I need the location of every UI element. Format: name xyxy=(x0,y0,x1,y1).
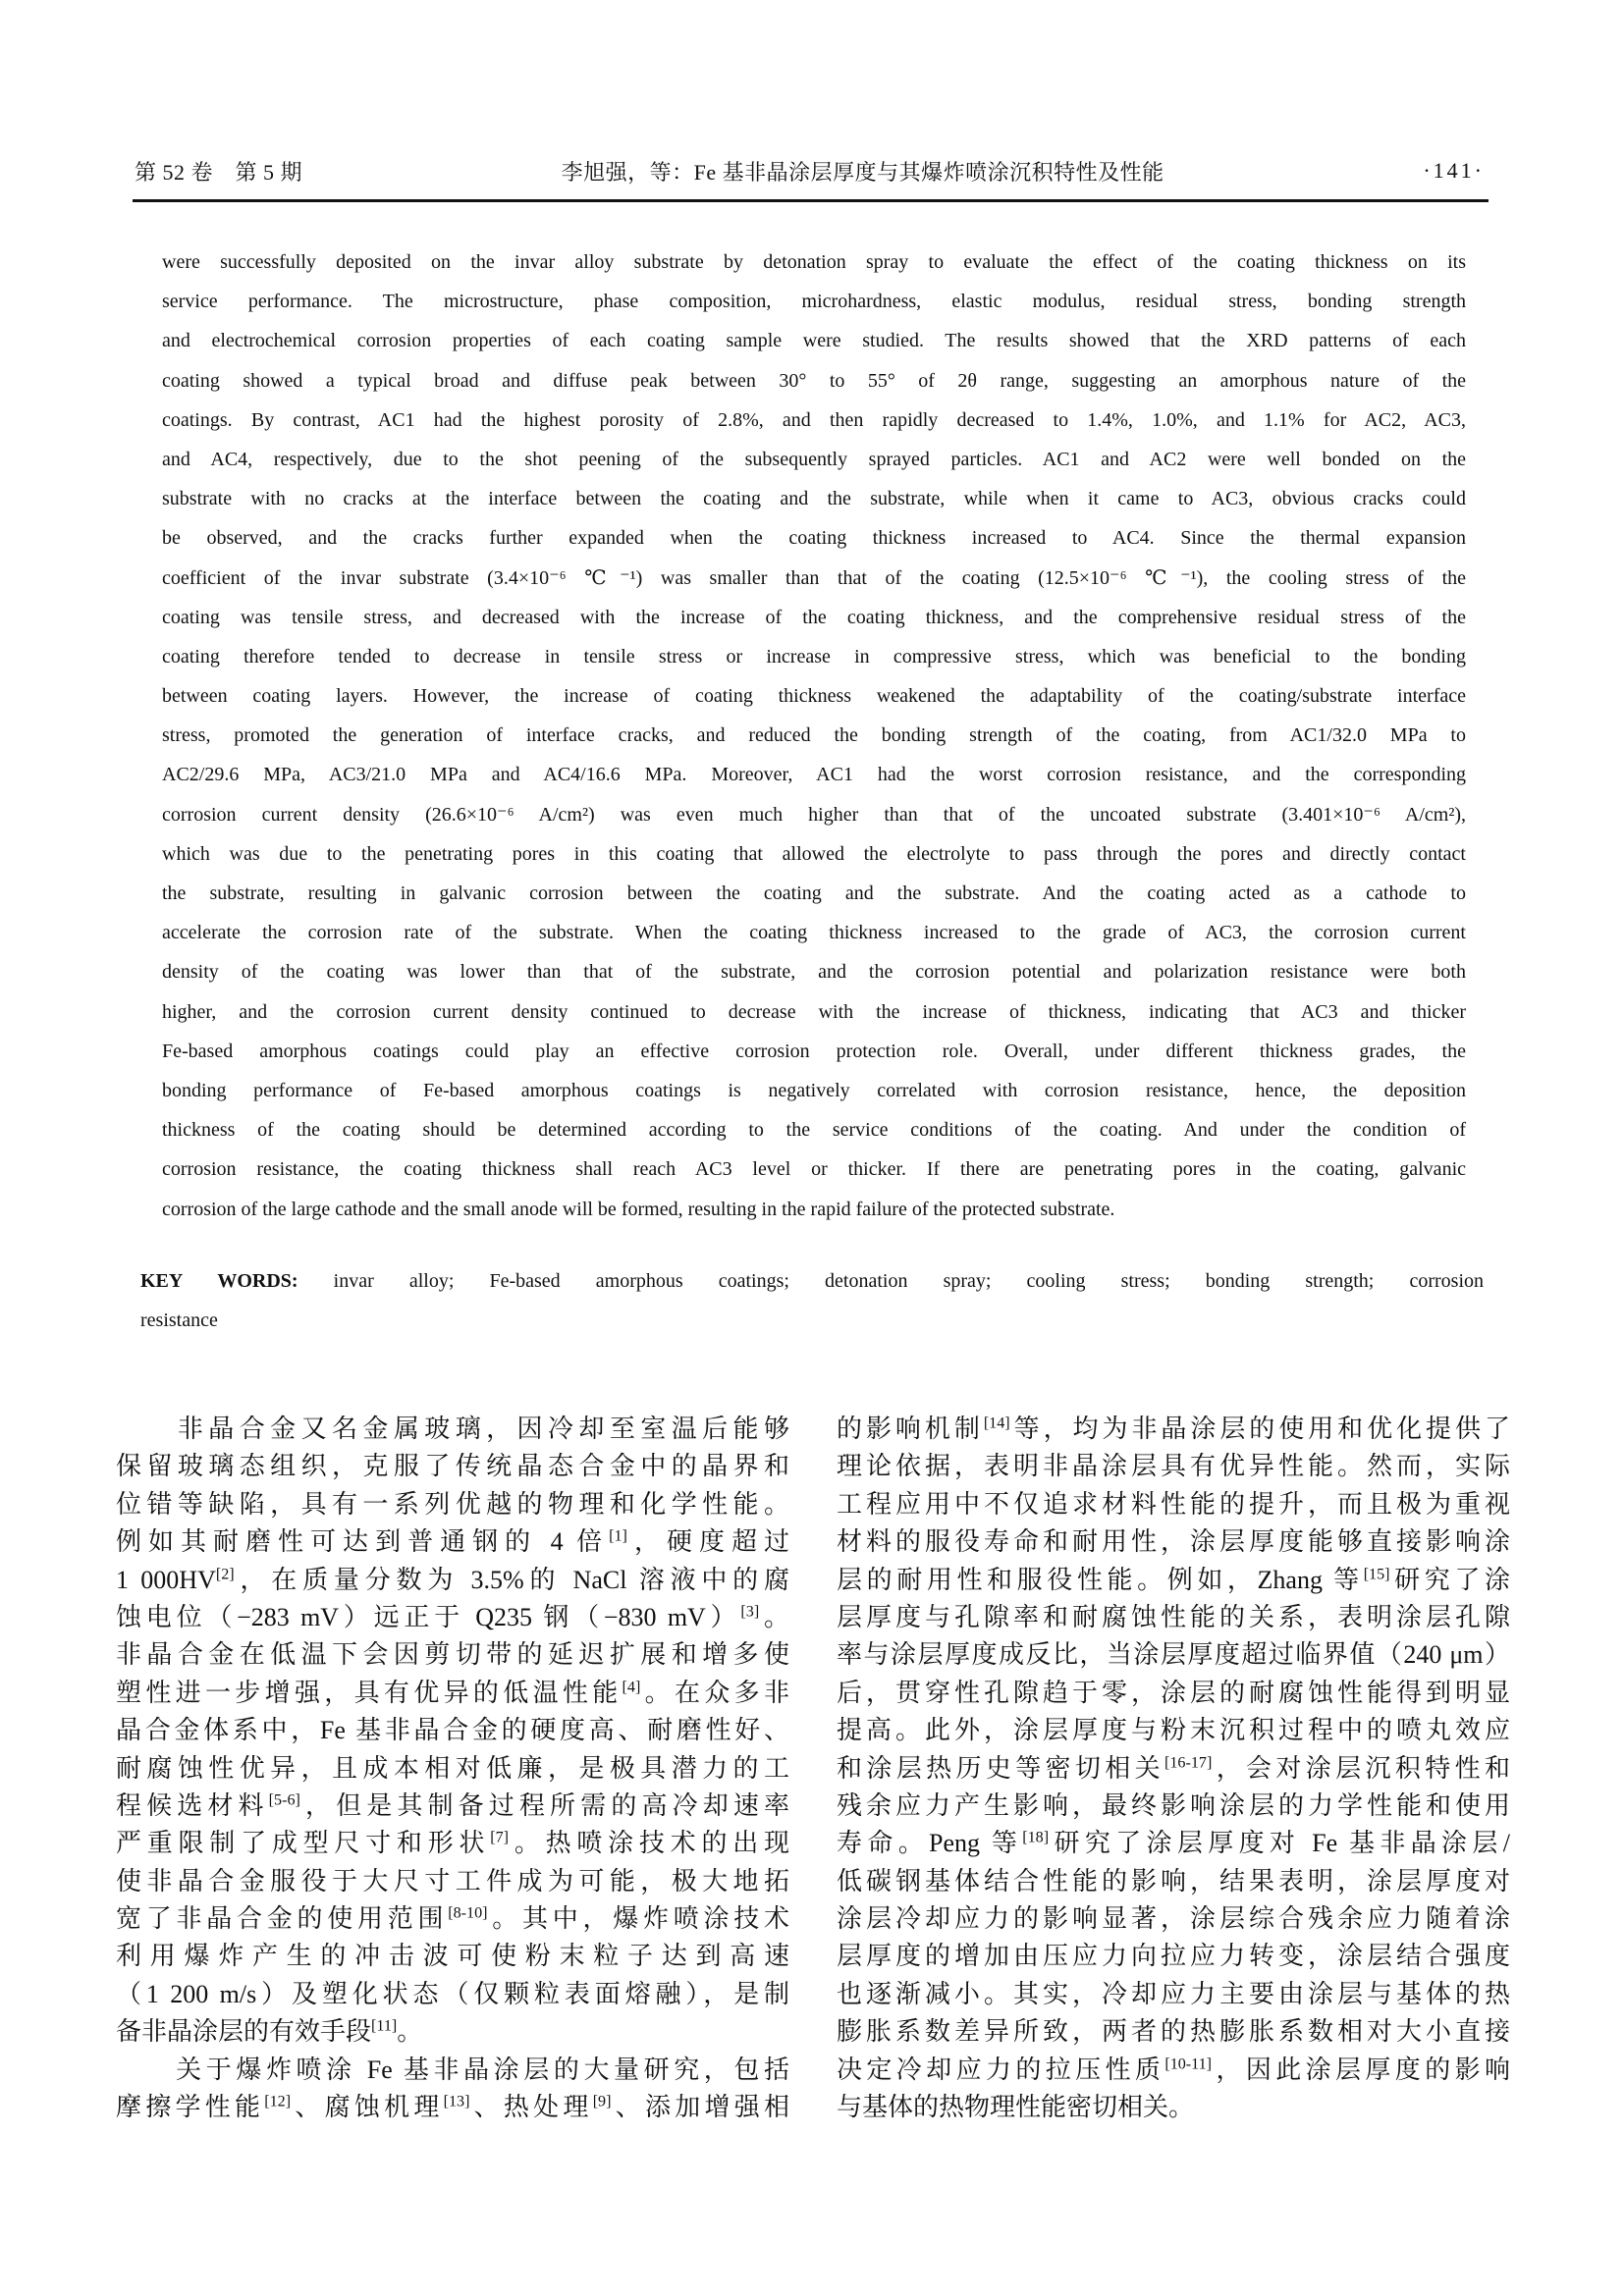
text-line: 位错等缺陷，具有一系列优越的物理和化学性能。 xyxy=(116,1489,789,1519)
text-line: 的影响机制[14]等，均为非晶涂层的使用和优化提供了 xyxy=(837,1415,1510,1443)
text-line: 材料的服役寿命和耐用性，涂层厚度能够直接影响涂 xyxy=(837,1527,1510,1557)
keywords-block xyxy=(140,1261,1484,1340)
text-line: service performance. The microstructure, phase composition, microhardness, elastic modulus, residual stress, bonding strength xyxy=(162,291,1466,313)
text-line: 也逐渐减小。其实，冷却应力主要由涂层与基体的热 xyxy=(837,1979,1510,2008)
header-page-number: ·141· xyxy=(1423,158,1485,183)
text-line: 保留玻璃态组织，克服了传统晶态合金中的晶界和 xyxy=(116,1452,789,1481)
text-line: 后，贯穿性孔隙趋于零，涂层的耐腐蚀性能得到明显 xyxy=(837,1678,1510,1707)
text-line: 提高。此外，涂层厚度与粉末沉积过程中的喷丸效应 xyxy=(837,1716,1510,1745)
text-line: the substrate, resulting in galvanic corrosion between the coating and the substrate. And the coating acted as a cathode to xyxy=(162,882,1466,904)
text-line: and electrochemical corrosion properties of each coating sample were studied. The results showed that the XRD patterns of each xyxy=(162,330,1466,352)
text-line: coating was tensile stress, and decreased with the increase of the coating thickness, and the comprehensive residual stress of the xyxy=(162,606,1466,628)
text-line: 使非晶合金服役于大尺寸工件成为可能，极大地拓 xyxy=(116,1866,789,1896)
text-line: Fe-based amorphous coatings could play an effective corrosion protection role. Overall, under different thickness grades, the xyxy=(162,1040,1466,1062)
text-line: 涂层冷却应力的影响显著，涂层综合残余应力随着涂 xyxy=(837,1904,1510,1934)
text-line: higher, and the corrosion current density continued to decrease with the increase of thickness, indicating that AC3 and thicker xyxy=(162,1000,1466,1023)
abstract-text xyxy=(162,242,1466,1229)
text-line: 耐腐蚀性优异，且成本相对低廉，是极具潜力的工 xyxy=(116,1753,789,1783)
text-line: 利用爆炸产生的冲击波可使粉末粒子达到高速 xyxy=(116,1942,789,1971)
text-line: AC2/29.6 MPa, AC3/21.0 MPa and AC4/16.6 MPa. Moreover, AC1 had the worst corrosion resistance, and the corresponding xyxy=(162,764,1466,786)
citation-ref: [16-17] xyxy=(1164,1753,1213,1771)
text-line: 非晶合金在低温下会因剪切带的延迟扩展和增多使 xyxy=(116,1640,789,1670)
text-line: （1 200 m/s）及塑化状态（仅颗粒表面熔融），是制 xyxy=(116,1979,789,2008)
citation-ref: [4] xyxy=(622,1679,641,1696)
text-line: 残余应力产生影响，最终影响涂层的力学性能和使用 xyxy=(837,1790,1510,1820)
text-line: 决定冷却应力的拉压性质[10-11]，因此涂层厚度的影响 xyxy=(837,2055,1510,2084)
text-line: 与基体的热物理性能密切相关。 xyxy=(837,2093,1195,2122)
header-running-title: 李旭强，等：Fe 基非晶涂层厚度与其爆炸喷涂沉积特性及性能 xyxy=(561,159,1164,185)
text-line: 层厚度的增加由压应力向拉应力转变，涂层结合强度 xyxy=(837,1942,1510,1971)
text-line: 和涂层热历史等密切相关[16-17]，会对涂层沉积特性和 xyxy=(837,1753,1510,1783)
text-line: 层厚度与孔隙率和耐腐蚀性能的关系，表明涂层孔隙 xyxy=(837,1602,1510,1631)
citation-ref: [18] xyxy=(1022,1829,1050,1846)
citation-ref: [9] xyxy=(592,2093,612,2110)
page-header xyxy=(135,153,1485,188)
citation-ref: [14] xyxy=(983,1415,1010,1432)
text-line: which was due to the penetrating pores in this coating that allowed the electrolyte to pass through the pores and directly contact xyxy=(162,842,1466,865)
text-line: were successfully deposited on the invar alloy substrate by detonation spray to evaluate the effect of the coating thickness on its xyxy=(162,251,1466,273)
text-line: 塑性进一步增强，具有优异的低温性能[4]。在众多非 xyxy=(116,1678,789,1707)
text-line: 关于爆炸喷涂 Fe 基非晶涂层的大量研究，包括 xyxy=(116,2055,789,2084)
citation-ref: [3] xyxy=(740,1603,760,1621)
citation-ref: [15] xyxy=(1363,1565,1390,1582)
citation-ref: [2] xyxy=(215,1565,235,1582)
text-line: 例如其耐磨性可达到普通钢的 4 倍[1]，硬度超过 xyxy=(116,1527,789,1557)
citation-ref: [7] xyxy=(490,1829,510,1846)
citation-ref: [5-6] xyxy=(268,1791,300,1809)
text-line: accelerate the corrosion rate of the substrate. When the coating thickness increased to the grade of AC3, the corrosion current xyxy=(162,922,1466,944)
text-line: 低碳钢基体结合性能的影响，结果表明，涂层厚度对 xyxy=(837,1866,1510,1896)
text-line: 晶合金体系中，Fe 基非晶合金的硬度高、耐磨性好、 xyxy=(116,1716,789,1745)
text-line: corrosion current density (26.6×10⁻⁶ A/cm²) was even much higher than that of the uncoated substrate (3.401×10⁻⁶ A/cm²), xyxy=(162,803,1466,826)
text-line: corrosion of the large cathode and the small anode will be formed, resulting in the rapid failure of the protected substrate. xyxy=(162,1198,1115,1220)
text-line: thickness of the coating should be determined according to the service conditions of the coating. And under the condition of xyxy=(162,1119,1466,1142)
text-line: 程候选材料[5-6]，但是其制备过程所需的高冷却速率 xyxy=(116,1790,789,1820)
citation-ref: [1] xyxy=(609,1527,627,1545)
text-line: 1 000HV[2]，在质量分数为 3.5%的 NaCl 溶液中的腐 xyxy=(116,1565,789,1594)
text-line: 蚀电位（−283 mV）远正于 Q235 钢（−830 mV）[3]。 xyxy=(116,1602,789,1631)
text-line: stress, promoted the generation of interface cracks, and reduced the bonding strength of the coating, from AC1/32.0 MPa to xyxy=(162,724,1466,747)
text-line: coefficient of the invar substrate (3.4×10⁻⁶ ℃⁻¹) was smaller than that of the coating (12.5×10⁻⁶ ℃⁻¹), the cooling stress of the xyxy=(162,566,1466,589)
text-line: 非晶合金又名金属玻璃，因冷却至室温后能够 xyxy=(116,1415,789,1443)
text-line: 率与涂层厚度成反比，当涂层厚度超过临界值（240 μm） xyxy=(837,1640,1510,1670)
text-line: 膨胀系数差异所致，两者的热膨胀系数相对大小直接 xyxy=(837,2017,1510,2047)
citation-ref: [8-10] xyxy=(448,1904,488,1922)
text-line: coating therefore tended to decrease in tensile stress or increase in compressive stress, which was beneficial to the bonding xyxy=(162,645,1466,667)
text-line: bonding performance of Fe-based amorphous coatings is negatively correlated with corrosion resistance, hence, the deposition xyxy=(162,1079,1466,1101)
text-line: resistance xyxy=(140,1309,218,1332)
body-column-left xyxy=(116,1411,789,2126)
text-line: corrosion resistance, the coating thickness shall reach AC3 level or thicker. If there are penetrating pores in the coating, galvanic xyxy=(162,1158,1466,1181)
text-line: be observed, and the cracks further expanded when the coating thickness increased to AC4. Since the thermal expansion xyxy=(162,527,1466,550)
header-rule xyxy=(133,199,1489,202)
text-line: coating showed a typical broad and diffuse peak between 30° to 55° of 2θ range, suggesting an amorphous nature of the xyxy=(162,369,1466,392)
text-line: 理论依据，表明非晶涂层具有优异性能。然而，实际 xyxy=(837,1452,1510,1481)
text-line: KEY WORDS: invar alloy; Fe-based amorphous coatings; detonation spray; cooling stress; bonding strength; corrosion xyxy=(140,1270,1484,1292)
keywords-label: KEY WORDS: xyxy=(140,1270,334,1292)
text-line: 工程应用中不仅追求材料性能的提升，而且极为重视 xyxy=(837,1489,1510,1519)
text-line: 备非晶涂层的有效手段[11]。 xyxy=(116,2017,423,2047)
text-line: 寿命。Peng 等[18]研究了涂层厚度对 Fe 基非晶涂层/ xyxy=(837,1829,1510,1858)
text-line: 摩擦学性能[12]、腐蚀机理[13]、热处理[9]、添加增强相 xyxy=(116,2093,789,2122)
text-line: and AC4, respectively, due to the shot peening of the subsequently sprayed particles. AC1 and AC2 were well bonded on the xyxy=(162,448,1466,470)
text-line: coatings. By contrast, AC1 had the highest porosity of 2.8%, and then rapidly decreased to 1.4%, 1.0%, and 1.1% for AC2, AC3, xyxy=(162,408,1466,431)
text-line: density of the coating was lower than that of the substrate, and the corrosion potential and polarization resistance were both xyxy=(162,961,1466,984)
header-volume-issue: 第 52 卷 第 5 期 xyxy=(135,159,303,185)
citation-ref: [11] xyxy=(371,2017,398,2035)
text-line: 严重限制了成型尺寸和形状[7]。热喷涂技术的出现 xyxy=(116,1829,789,1858)
citation-ref: [13] xyxy=(443,2093,470,2110)
citation-ref: [12] xyxy=(264,2093,292,2110)
text-line: 宽了非晶合金的使用范围[8-10]。其中，爆炸喷涂技术 xyxy=(116,1904,789,1934)
text-line: 层的耐用性和服役性能。例如，Zhang 等[15]研究了涂 xyxy=(837,1565,1510,1594)
body-column-right xyxy=(837,1411,1510,2126)
text-line: substrate with no cracks at the interface between the coating and the substrate, while when it came to AC3, obvious cracks could xyxy=(162,488,1466,510)
text-line: between coating layers. However, the increase of coating thickness weakened the adaptability of the coating/substrate interface xyxy=(162,685,1466,708)
citation-ref: [10-11] xyxy=(1164,2055,1213,2072)
